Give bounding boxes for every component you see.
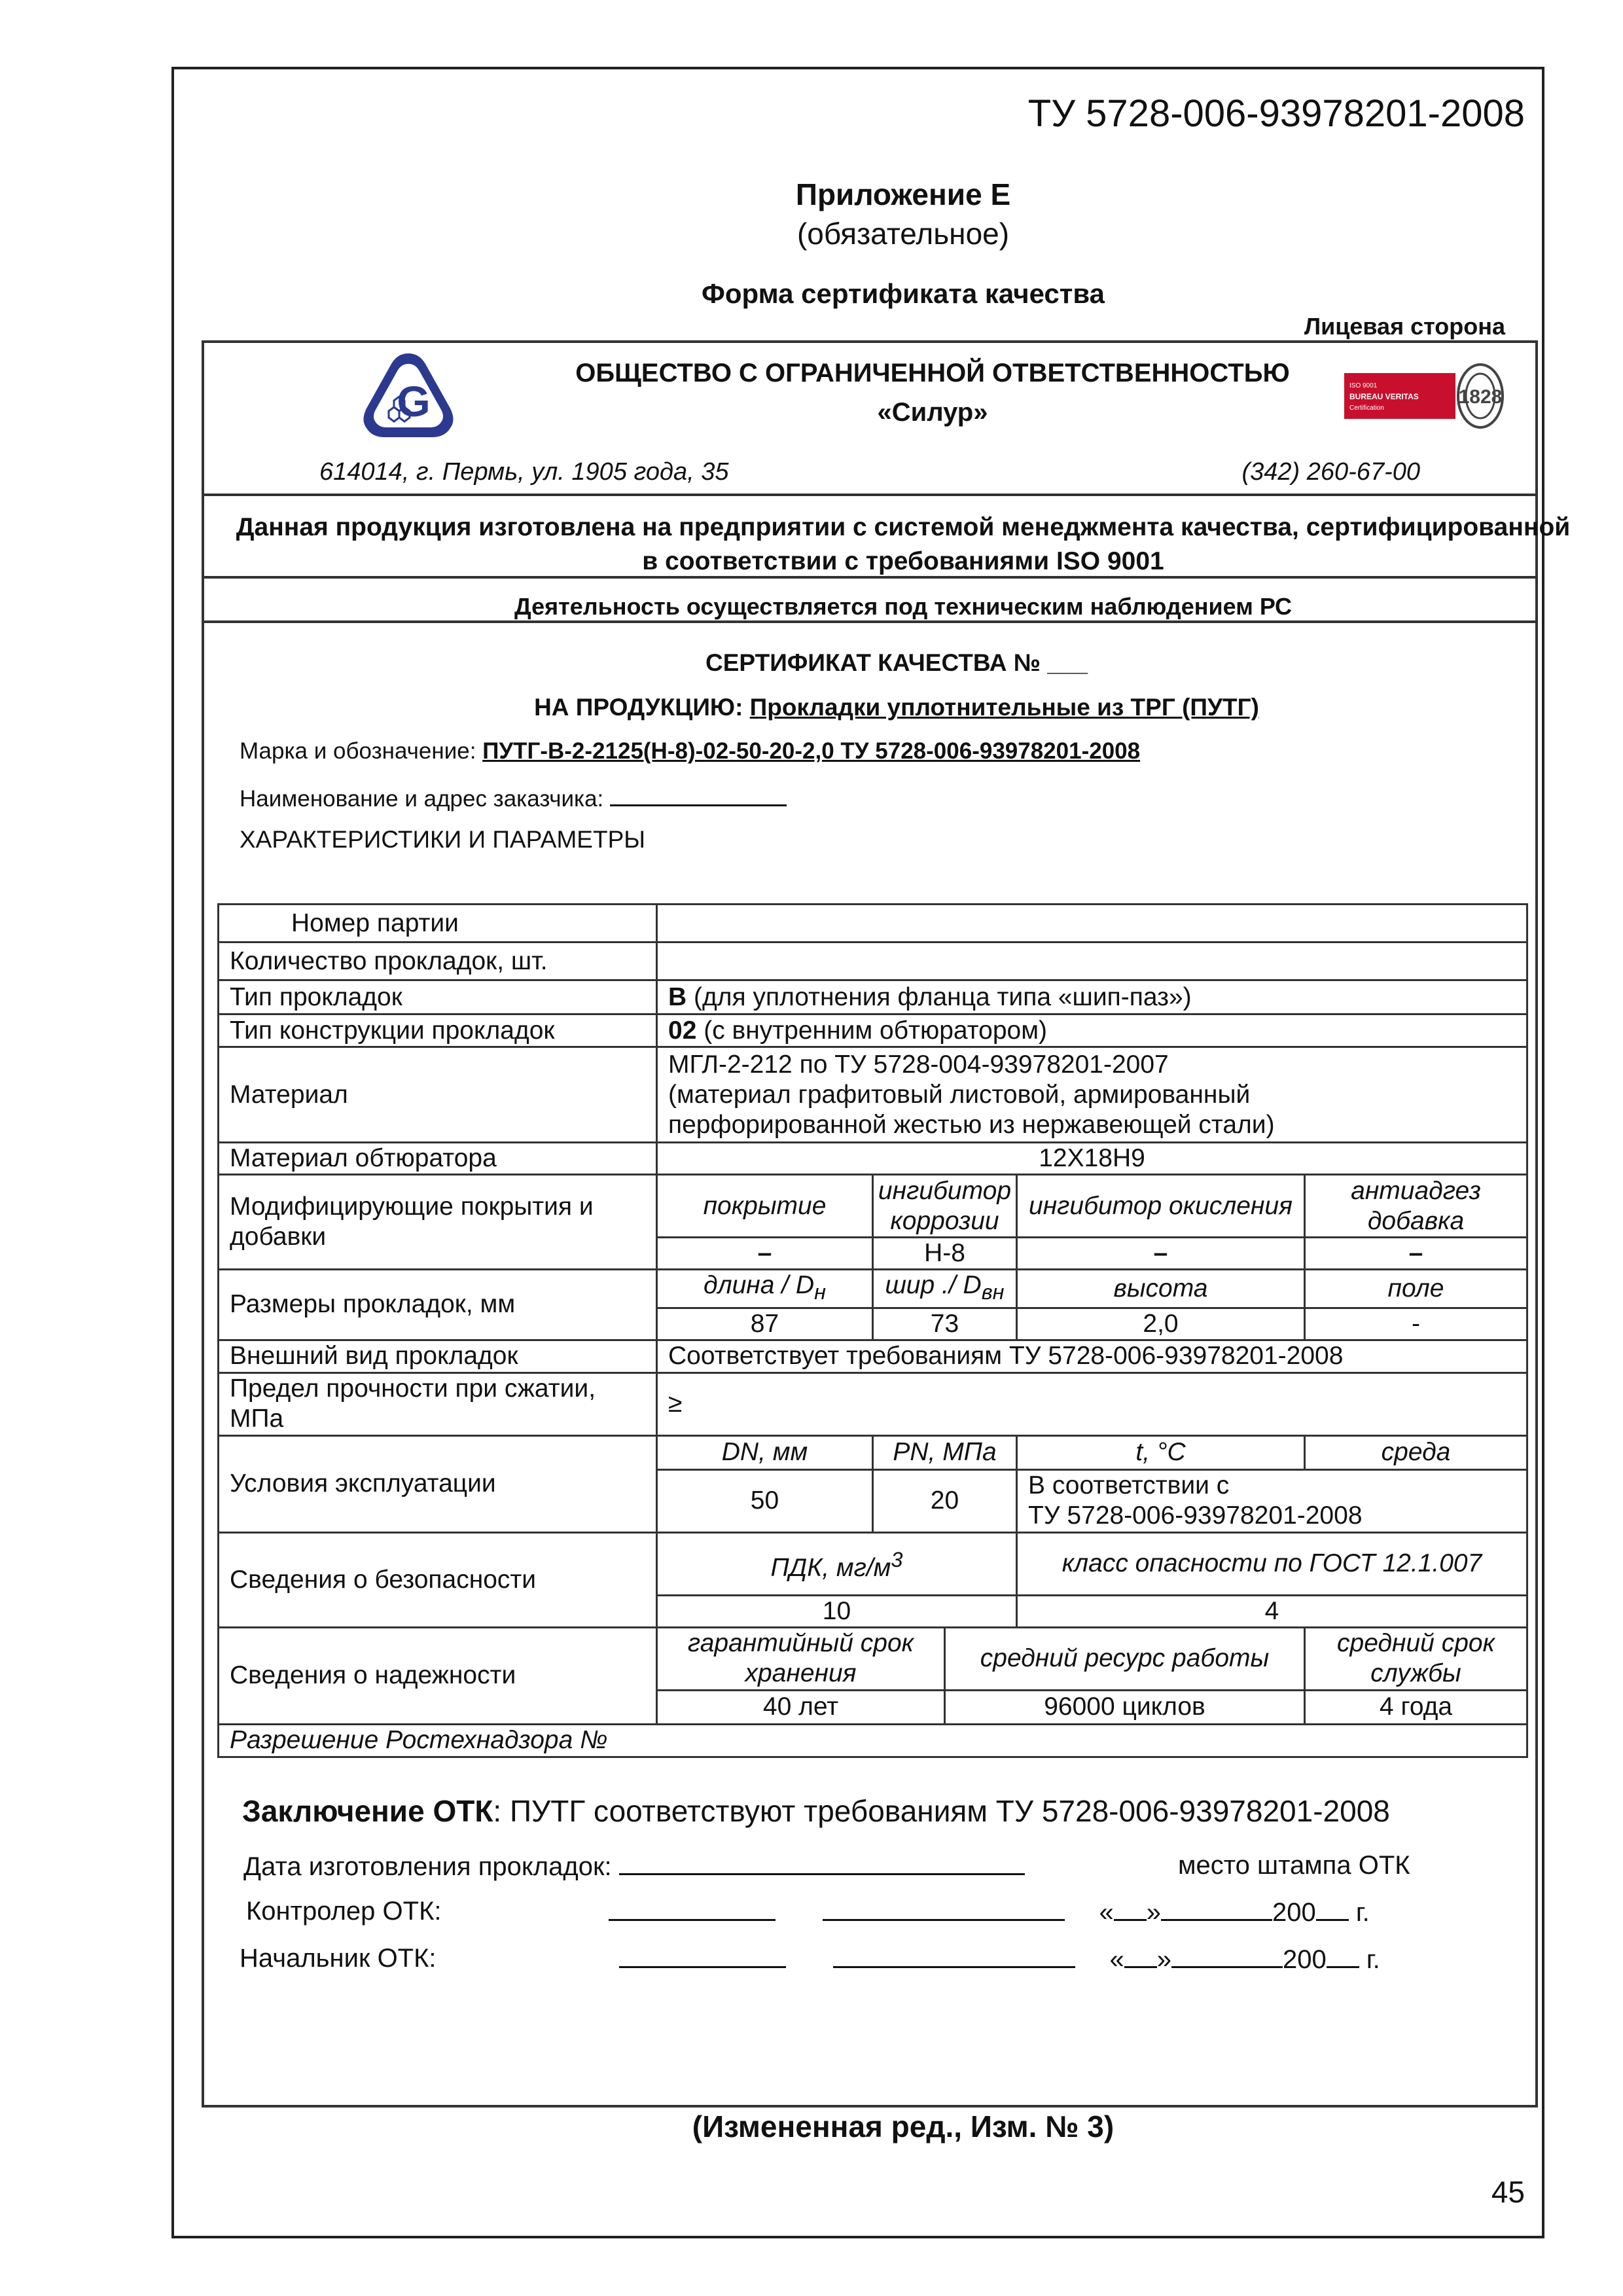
op-value-pn: 20	[873, 1469, 1017, 1532]
head-day-input[interactable]	[1124, 1944, 1157, 1968]
mark-value: ПУТГ-В-2-2125(Н-8)-02-50-20-2,0 ТУ 5728-006-93978201-2008	[482, 738, 1141, 764]
manufacture-date-line	[243, 1851, 1025, 1882]
quantity-label: Количество прокладок, шт.	[219, 942, 657, 980]
revision-note: (Измененная ред., Изм. № 3)	[692, 2109, 1115, 2144]
gasket-type-value: В (для уплотнения фланца типа «шип-паз»)	[657, 980, 1527, 1014]
rostekhnadzor-permit: Разрешение Ростехнадзора №	[219, 1724, 1527, 1757]
appearance-label: Внешний вид прокладок	[219, 1340, 657, 1372]
controller-month-input[interactable]	[1161, 1897, 1272, 1921]
svg-text:ISO 9001: ISO 9001	[1349, 382, 1378, 389]
quantity-value[interactable]	[657, 942, 1527, 980]
size-value-height: 2,0	[1017, 1308, 1305, 1340]
op-value-dn: 50	[657, 1469, 873, 1532]
op-header-dn: DN, мм	[657, 1435, 873, 1469]
svg-text:1828: 1828	[1458, 386, 1503, 408]
product-line	[458, 694, 1335, 721]
document-code: ТУ 5728-006-93978201-2008	[1027, 92, 1525, 135]
construction-value: 02 (с внутренним обтюратором)	[657, 1014, 1527, 1047]
head-signature-input[interactable]	[619, 1944, 786, 1968]
table-row	[219, 905, 1527, 942]
safety-value-hazard-class: 4	[1017, 1595, 1527, 1627]
divider	[202, 620, 1538, 623]
logo-letter: G	[397, 377, 431, 425]
company-name: «Силур»	[877, 398, 988, 427]
rel-value-service: 4 года	[1305, 1690, 1527, 1724]
bureau-veritas-logo-icon	[1342, 359, 1505, 431]
page-number: 45	[1491, 2175, 1525, 2209]
obturator-label: Материал обтюратора	[219, 1143, 657, 1175]
op-header-pn: PN, МПа	[873, 1435, 1017, 1469]
rel-value-resource: 96000 циклов	[945, 1690, 1305, 1724]
parameters-table	[217, 903, 1528, 1758]
mod-value-coating: –	[657, 1238, 873, 1270]
company-phone: (342) 260-67-00	[1241, 458, 1420, 486]
customer-blank[interactable]	[610, 782, 787, 806]
strength-label: Предел прочности при сжатии, МПа	[219, 1372, 657, 1435]
table-row	[219, 1435, 1527, 1469]
manufacture-date-input[interactable]	[619, 1851, 1025, 1875]
company-address: 614014, г. Пермь, ул. 1905 года, 35	[319, 458, 729, 486]
gasket-type-label: Тип прокладок	[219, 980, 657, 1014]
table-row	[219, 1047, 1527, 1143]
mod-header-coating: покрытие	[657, 1175, 873, 1238]
safety-value-mpc: 10	[657, 1595, 1017, 1627]
table-row	[219, 1270, 1527, 1308]
customer-label: Наименование и адрес заказчика:	[240, 786, 604, 812]
characteristics-heading: ХАРАКТЕРИСТИКИ И ПАРАМЕТРЫ	[240, 826, 646, 853]
table-row	[219, 1014, 1527, 1047]
construction-label: Тип конструкции прокладок	[219, 1014, 657, 1047]
svg-text:Certification: Certification	[1349, 404, 1384, 412]
certificate-title: СЕРТИФИКАТ КАЧЕСТВА № ___	[705, 649, 1088, 676]
company-legal-form: ОБЩЕСТВО С ОГРАНИЧЕННОЙ ОТВЕТСТВЕННОСТЬЮ	[575, 359, 1290, 387]
head-year-input[interactable]	[1327, 1944, 1359, 1968]
head-label: Начальник ОТК:	[240, 1944, 437, 1973]
size-value-width: 73	[873, 1308, 1017, 1340]
face-side-label: Лицевая сторона	[1304, 313, 1505, 340]
safety-header-mpc: ПДК, $мг/м^3$	[657, 1532, 1017, 1595]
mark-label: Марка и обозначение:	[240, 738, 476, 764]
safety-header-hazard-class: класс опасности по ГОСТ 12.1.007	[1017, 1532, 1527, 1595]
controller-signature-input[interactable]	[609, 1897, 776, 1921]
op-header-temperature: t, °C	[1017, 1435, 1305, 1469]
mark-line	[240, 738, 1483, 764]
size-header-field: поле	[1305, 1270, 1527, 1308]
rel-value-storage: 40 лет	[657, 1690, 945, 1724]
table-row	[219, 942, 1527, 980]
head-line	[240, 1944, 437, 1973]
table-row	[219, 1340, 1527, 1372]
company-logo-icon	[359, 348, 458, 444]
mod-header-corrosion: ингибитор коррозии	[873, 1175, 1017, 1238]
stamp-place: место штампа ОТК	[1178, 1851, 1410, 1880]
safety-label: Сведения о безопасности	[219, 1532, 657, 1627]
table-row	[219, 1627, 1527, 1690]
product-label: НА ПРОДУКЦИЮ:	[534, 694, 743, 721]
size-header-height: высота	[1017, 1270, 1305, 1308]
divider	[202, 493, 1538, 496]
controller-label: Контролер ОТК:	[246, 1897, 442, 1926]
mod-value-antiadhesive: –	[1305, 1238, 1527, 1270]
table-row	[219, 1372, 1527, 1435]
rel-header-resource: средний ресурс работы	[945, 1627, 1305, 1690]
reliability-label: Сведения о надежности	[219, 1627, 657, 1724]
strength-value: ≥	[657, 1372, 1527, 1435]
table-row	[219, 980, 1527, 1014]
customer-line	[240, 782, 1483, 812]
controller-signature-fields: « » 200 г.	[609, 1897, 1370, 1928]
otk-conclusion	[242, 1793, 1518, 1829]
size-value-field: -	[1305, 1308, 1527, 1340]
size-header-width: шир ./ $D_{вн}$	[873, 1270, 1017, 1308]
batch-number-value[interactable]	[657, 905, 1527, 942]
table-row	[219, 1175, 1527, 1238]
table-row	[219, 1724, 1527, 1757]
rel-header-service: средний срок службы	[1305, 1627, 1527, 1690]
operating-label: Условия эксплуатации	[219, 1435, 657, 1532]
mod-value-corrosion: Н-8	[873, 1238, 1017, 1270]
obturator-value: 12Х18Н9	[657, 1143, 1527, 1175]
mod-header-oxidation: ингибитор окисления	[1017, 1175, 1305, 1238]
product-value: Прокладки уплотнительные из ТРГ (ПУТГ)	[749, 694, 1259, 721]
rel-header-storage: гарантийный срок хранения	[657, 1627, 945, 1690]
manufacture-date-label: Дата изготовления прокладок:	[243, 1852, 612, 1881]
form-title: Форма сертификата качества	[702, 278, 1105, 309]
op-value-conditions: В соответствии с ТУ 5728-006-93978201-2008	[1017, 1469, 1527, 1532]
supervision-statement: Деятельность осуществляется под техническим наблюдением РС	[514, 593, 1292, 620]
head-month-input[interactable]	[1171, 1944, 1283, 1968]
appendix-title: Приложение Е	[795, 177, 1011, 211]
head-name-input[interactable]	[833, 1944, 1075, 1968]
mod-value-oxidation: –	[1017, 1238, 1305, 1270]
op-header-medium: среда	[1305, 1435, 1527, 1469]
size-header-length: длина / $D_н$	[657, 1270, 873, 1308]
controller-line	[246, 1897, 441, 1926]
controller-day-input[interactable]	[1114, 1897, 1147, 1921]
otk-conclusion-text: : ПУТГ соответствуют требованиям ТУ 5728-006-93978201-2008	[493, 1794, 1390, 1828]
table-row	[219, 1532, 1527, 1595]
head-signature-fields: « » 200 г.	[619, 1944, 1380, 1975]
controller-year-input[interactable]	[1316, 1897, 1349, 1921]
mod-header-antiadhesive: антиадгез добавка	[1305, 1175, 1527, 1238]
qms-statement: Данная продукция изготовлена на предприятии с системой менеджмента качества, сертифицированной в соответствии с требованиями ISO 9001	[236, 513, 1571, 575]
svg-text:BUREAU VERITAS: BUREAU VERITAS	[1349, 392, 1419, 401]
table-row	[219, 1143, 1527, 1175]
controller-name-input[interactable]	[823, 1897, 1065, 1921]
batch-number-label: Номер партии	[219, 905, 657, 942]
size-label: Размеры прокладок, мм	[219, 1270, 657, 1340]
otk-conclusion-label: Заключение ОТК	[242, 1794, 493, 1828]
appearance-value: Соответствует требованиям ТУ 5728-006-93978201-2008	[657, 1340, 1527, 1372]
appendix-subtitle: (обязательное)	[796, 217, 1010, 251]
modifiers-label: Модифицирующие покрытия и добавки	[219, 1175, 657, 1270]
material-label: Материал	[219, 1047, 657, 1143]
size-value-length: 87	[657, 1308, 873, 1340]
material-value: МГЛ-2-212 по ТУ 5728-004-93978201-2007 (материал графитовый листовой, армированный перфорированной жестью из нержавеющей стали)	[657, 1047, 1527, 1143]
